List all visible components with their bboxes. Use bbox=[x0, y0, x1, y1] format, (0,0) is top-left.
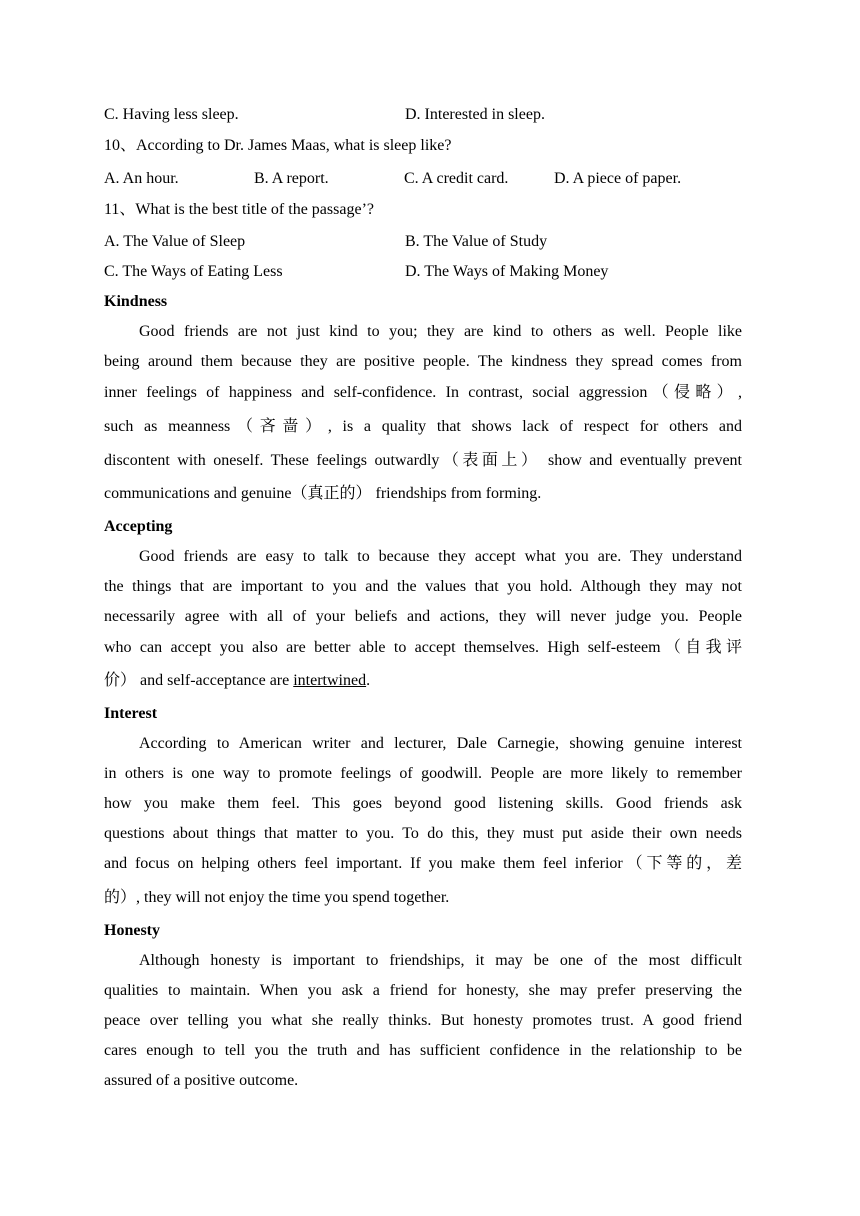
accepting-line: necessarily agree with all of your beliefs and actions, they will never judge you. People bbox=[104, 608, 742, 625]
accepting-last-text: 价） and self-acceptance are bbox=[104, 672, 294, 689]
q10-option-a: A. An hour. bbox=[104, 170, 179, 187]
q10-option-b: B. A report. bbox=[254, 170, 329, 187]
q10-option-c: C. A credit card. bbox=[404, 170, 509, 187]
section-heading-accepting: Accepting bbox=[104, 518, 173, 535]
interest-line: how you make them feel. This goes beyond good listening skills. Good friends ask bbox=[104, 795, 742, 812]
q10-stem: 10、According to Dr. James Maas, what is sleep like? bbox=[104, 137, 452, 154]
interest-line: and focus on helping others feel important. If you make them feel inferior（下等的，差 bbox=[104, 855, 742, 872]
kindness-line: being around them because they are positive people. The kindness they spread comes from bbox=[104, 353, 742, 370]
honesty-line: peace over telling you what she really thinks. But honesty promotes trust. A good friend bbox=[104, 1012, 742, 1029]
q11-option-d: D. The Ways of Making Money bbox=[405, 263, 609, 280]
interest-line: in others is one way to promote feelings of goodwill. People are more likely to remember bbox=[104, 765, 742, 782]
honesty-line: qualities to maintain. When you ask a friend for honesty, she may prefer preserving the bbox=[104, 982, 742, 999]
accepting-line: who can accept you also are better able to accept themselves. High self-esteem（自我评 bbox=[104, 639, 742, 656]
accepting-last-line bbox=[104, 671, 370, 691]
section-heading-kindness: Kindness bbox=[104, 293, 168, 310]
section-heading-honesty: Honesty bbox=[104, 922, 160, 939]
interest-line: According to American writer and lecturer, Dale Carnegie, showing genuine interest bbox=[139, 735, 742, 752]
accepting-line: Good friends are easy to talk to because they accept what you are. They understand bbox=[139, 548, 742, 565]
q11-option-b: B. The Value of Study bbox=[405, 233, 548, 250]
honesty-line: Although honesty is important to friendships, it may be one of the most difficult bbox=[139, 952, 742, 969]
kindness-line: such as meanness（吝啬）, is a quality that shows lack of respect for others and bbox=[104, 418, 742, 435]
accepting-line: the things that are important to you and the values that you hold. Although they may not bbox=[104, 578, 742, 595]
honesty-line: cares enough to tell you the truth and has sufficient confidence in the relationship to be bbox=[104, 1042, 742, 1059]
q11-option-c: C. The Ways of Eating Less bbox=[104, 263, 283, 280]
interest-line: questions about things that matter to you. To do this, they must put aside their own needs bbox=[104, 825, 742, 842]
q9-option-c: C. Having less sleep. bbox=[104, 106, 239, 123]
honesty-line: assured of a positive outcome. bbox=[104, 1072, 299, 1089]
q10-option-d: D. A piece of paper. bbox=[554, 170, 682, 187]
kindness-line: Good friends are not just kind to you; they are kind to others as well. People like bbox=[139, 323, 742, 340]
kindness-line: inner feelings of happiness and self-confidence. In contrast, social aggression（侵略）, bbox=[104, 384, 742, 401]
q9-option-d: D. Interested in sleep. bbox=[405, 106, 545, 123]
q11-stem: 11、What is the best title of the passage’? bbox=[104, 201, 374, 218]
accepting-last-punct: . bbox=[366, 672, 371, 689]
interest-line: 的）, they will not enjoy the time you spend together. bbox=[104, 889, 450, 906]
kindness-line: communications and genuine（真正的） friendships from forming. bbox=[104, 485, 542, 502]
kindness-line: discontent with oneself. These feelings outwardly（表面上） show and eventually prevent bbox=[104, 452, 742, 469]
q11-option-a: A. The Value of Sleep bbox=[104, 233, 246, 250]
underlined-word: intertwined bbox=[293, 672, 367, 689]
section-heading-interest: Interest bbox=[104, 705, 158, 722]
